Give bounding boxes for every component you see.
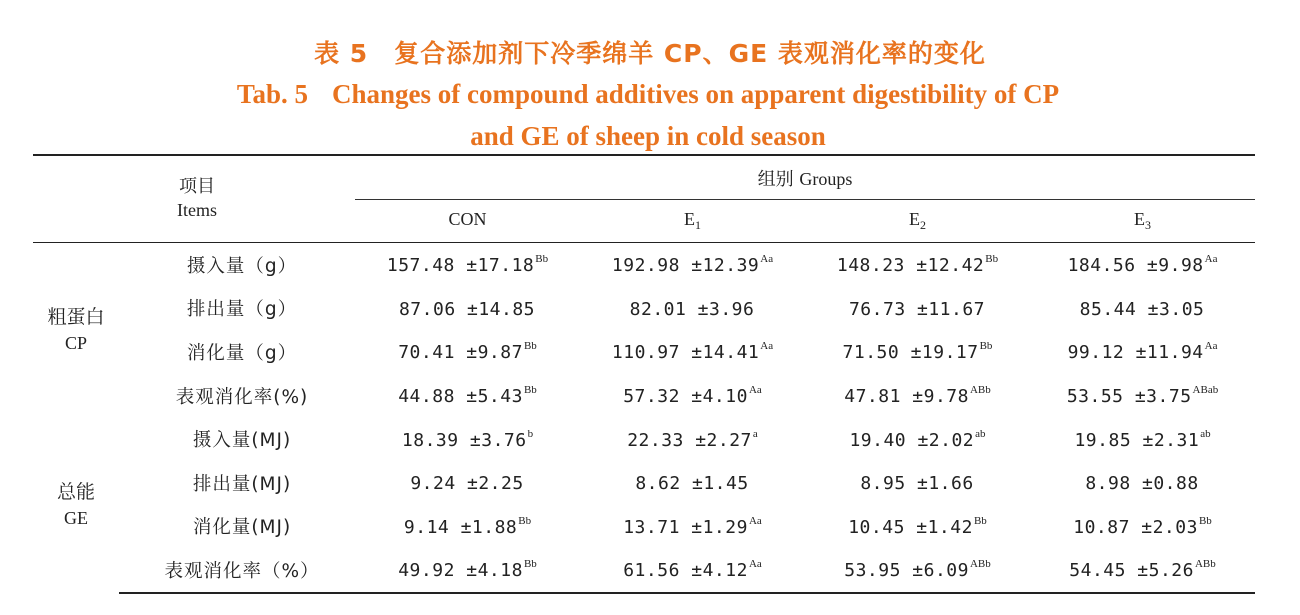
- value-text: 99.12 ±11.94: [1067, 342, 1204, 364]
- sig-letter: Bb: [523, 558, 537, 571]
- value-cell: [805, 417, 1030, 461]
- value-text: 8.98 ±0.88: [1085, 473, 1199, 495]
- value-text: 184.56 ±9.98: [1067, 255, 1204, 277]
- table-row: [33, 417, 1255, 461]
- value-text: 70.41 ±9.87: [398, 342, 523, 364]
- sig-letter: Aa: [748, 384, 762, 397]
- value-text: 9.14 ±1.88: [403, 516, 518, 538]
- value-cell: [805, 330, 1030, 374]
- value-cell: [355, 374, 580, 418]
- items-header-en: Items: [177, 200, 217, 220]
- value-text: 85.44 ±3.05: [1079, 298, 1205, 320]
- value-cell: [355, 461, 580, 505]
- group-base: E: [684, 209, 695, 229]
- value-cell: [805, 287, 1030, 331]
- value-cell: [355, 243, 580, 287]
- value-cell: [355, 287, 580, 331]
- sig-letter: ABb: [1194, 558, 1216, 571]
- items-header-cn: 项目: [179, 176, 215, 196]
- caption-cn: [0, 34, 1300, 70]
- value-text: 8.95 ±1.66: [860, 473, 974, 495]
- groups-header-en: Groups: [799, 168, 853, 189]
- value-cell: [1030, 461, 1255, 505]
- value-text: 22.33 ±2.27: [627, 429, 752, 451]
- groups-header: [355, 155, 1255, 200]
- value-text: 49.92 ±4.18: [398, 560, 523, 582]
- section-ge-label: [33, 417, 119, 592]
- group-base: CON: [448, 209, 487, 229]
- row-item: 消化量（g）: [186, 342, 298, 364]
- group-sub: 3: [1145, 218, 1152, 232]
- value-text: 192.98 ±12.39: [611, 255, 760, 277]
- value-text: 47.81 ±9.78: [844, 386, 969, 408]
- value-cell: [580, 461, 805, 505]
- row-item: 摄入量（g）: [186, 255, 298, 277]
- value-text: 53.55 ±3.75: [1066, 386, 1192, 408]
- value-cell: [580, 417, 805, 461]
- table-row: [33, 243, 1255, 287]
- sig-letter: Bb: [1198, 514, 1212, 527]
- value-text: 18.39 ±3.76: [401, 429, 527, 451]
- value-cell: [1030, 548, 1255, 593]
- value-text: 157.48 ±17.18: [386, 255, 535, 277]
- value-cell: [580, 374, 805, 418]
- value-cell: [805, 505, 1030, 549]
- value-cell: [805, 243, 1030, 287]
- value-text: 19.85 ±2.31: [1074, 429, 1200, 451]
- table-row: [33, 374, 1255, 418]
- value-cell: [355, 505, 580, 549]
- value-cell: [1030, 374, 1255, 418]
- groups-header-cn: 组别: [757, 168, 794, 190]
- value-cell: [1030, 505, 1255, 549]
- sig-letter: Aa: [760, 253, 774, 266]
- sig-letter: b: [527, 427, 534, 440]
- value-cell: [580, 505, 805, 549]
- sig-letter: a: [752, 427, 758, 440]
- group-base: E: [909, 209, 920, 229]
- value-cell: [355, 417, 580, 461]
- sig-letter: Bb: [973, 514, 987, 527]
- sig-letter: ab: [975, 427, 986, 440]
- value-text: 13.71 ±1.29: [623, 516, 748, 538]
- sig-letter: Bb: [535, 253, 549, 266]
- table-row: [33, 287, 1255, 331]
- value-text: 110.97 ±14.41: [611, 342, 760, 364]
- value-text: 148.23 ±12.42: [836, 255, 985, 277]
- sig-letter: Aa: [760, 340, 774, 353]
- value-cell: [1030, 330, 1255, 374]
- caption-en-label: Tab. 5: [236, 79, 308, 109]
- value-text: 76.73 ±11.67: [848, 298, 986, 320]
- value-cell: [580, 243, 805, 287]
- value-text: 53.95 ±6.09: [844, 560, 969, 582]
- section-name-cn: 粗蛋白: [47, 306, 105, 329]
- value-cell: [580, 548, 805, 593]
- row-item: 消化量(MJ): [192, 517, 292, 539]
- section-name-en: GE: [64, 508, 88, 529]
- row-item: 排出量（g）: [186, 299, 298, 321]
- value-cell: [355, 330, 580, 374]
- sig-letter: ab: [1200, 427, 1211, 440]
- sig-letter: Bb: [523, 384, 537, 397]
- table-row: [33, 505, 1255, 549]
- value-cell: [1030, 243, 1255, 287]
- row-item: 排出量(MJ): [192, 473, 292, 495]
- value-text: 71.50 ±19.17: [842, 342, 979, 364]
- items-header: [33, 155, 355, 243]
- sig-letter: ABab: [1192, 384, 1219, 397]
- value-text: 9.24 ±2.25: [410, 473, 524, 495]
- value-cell: [580, 330, 805, 374]
- sig-letter: Aa: [1204, 253, 1218, 266]
- value-text: 44.88 ±5.43: [398, 386, 523, 408]
- row-item: 摄入量(MJ): [192, 430, 292, 452]
- group-base: E: [1134, 209, 1146, 229]
- sig-letter: Bb: [979, 340, 993, 353]
- value-cell: [805, 548, 1030, 593]
- value-cell: [1030, 417, 1255, 461]
- sig-letter: Aa: [1204, 340, 1218, 353]
- value-cell: [805, 374, 1030, 418]
- digestibility-table: [33, 154, 1255, 594]
- section-name-en: CP: [64, 333, 88, 354]
- value-cell: [1030, 287, 1255, 331]
- value-cell: [580, 287, 805, 331]
- row-item: 表观消化率(%): [175, 386, 309, 408]
- value-text: 82.01 ±3.96: [629, 298, 755, 320]
- group-sub: 1: [695, 218, 701, 232]
- group-col-e2: [805, 200, 1030, 243]
- value-text: 10.45 ±1.42: [848, 516, 973, 538]
- value-text: 57.32 ±4.10: [623, 386, 748, 408]
- caption-cn-label: 表 5: [314, 39, 369, 68]
- sig-letter: Bb: [518, 514, 532, 527]
- table-row: [33, 548, 1255, 593]
- sig-letter: Aa: [748, 514, 762, 527]
- section-name-cn: 总能: [56, 481, 95, 504]
- group-col-e1: [580, 200, 805, 243]
- sig-letter: ABb: [969, 384, 991, 397]
- table-row: [33, 330, 1255, 374]
- value-text: 54.45 ±5.26: [1069, 560, 1194, 582]
- row-item: 表观消化率（%）: [119, 548, 355, 593]
- table-row: [33, 461, 1255, 505]
- value-text: 19.40 ±2.02: [849, 429, 975, 451]
- section-cp-label: [33, 243, 119, 418]
- value-text: 61.56 ±4.12: [623, 560, 748, 582]
- value-text: 10.87 ±2.03: [1073, 516, 1198, 538]
- value-text: 87.06 ±14.85: [398, 298, 536, 320]
- caption-en-line2: [0, 121, 1298, 152]
- group-col-e3: [1030, 200, 1255, 243]
- caption-en-line1: [0, 79, 1298, 110]
- sig-letter: Aa: [748, 558, 762, 571]
- value-cell: [355, 548, 580, 593]
- value-text: 8.62 ±1.45: [635, 473, 749, 495]
- sig-letter: Bb: [523, 340, 537, 353]
- sig-letter: ABb: [969, 558, 991, 571]
- value-cell: [805, 461, 1030, 505]
- caption-en-title-2: and GE of sheep in cold season: [470, 121, 826, 151]
- caption-en-title-1: Changes of compound additives on apparent digestibility of CP: [331, 79, 1060, 109]
- table-body: [33, 243, 1255, 593]
- group-col-con: [355, 200, 580, 243]
- caption-cn-title: 复合添加剂下冷季绵羊 CP、GE 表观消化率的变化: [394, 39, 986, 68]
- group-sub: 2: [920, 218, 926, 232]
- sig-letter: Bb: [985, 253, 999, 266]
